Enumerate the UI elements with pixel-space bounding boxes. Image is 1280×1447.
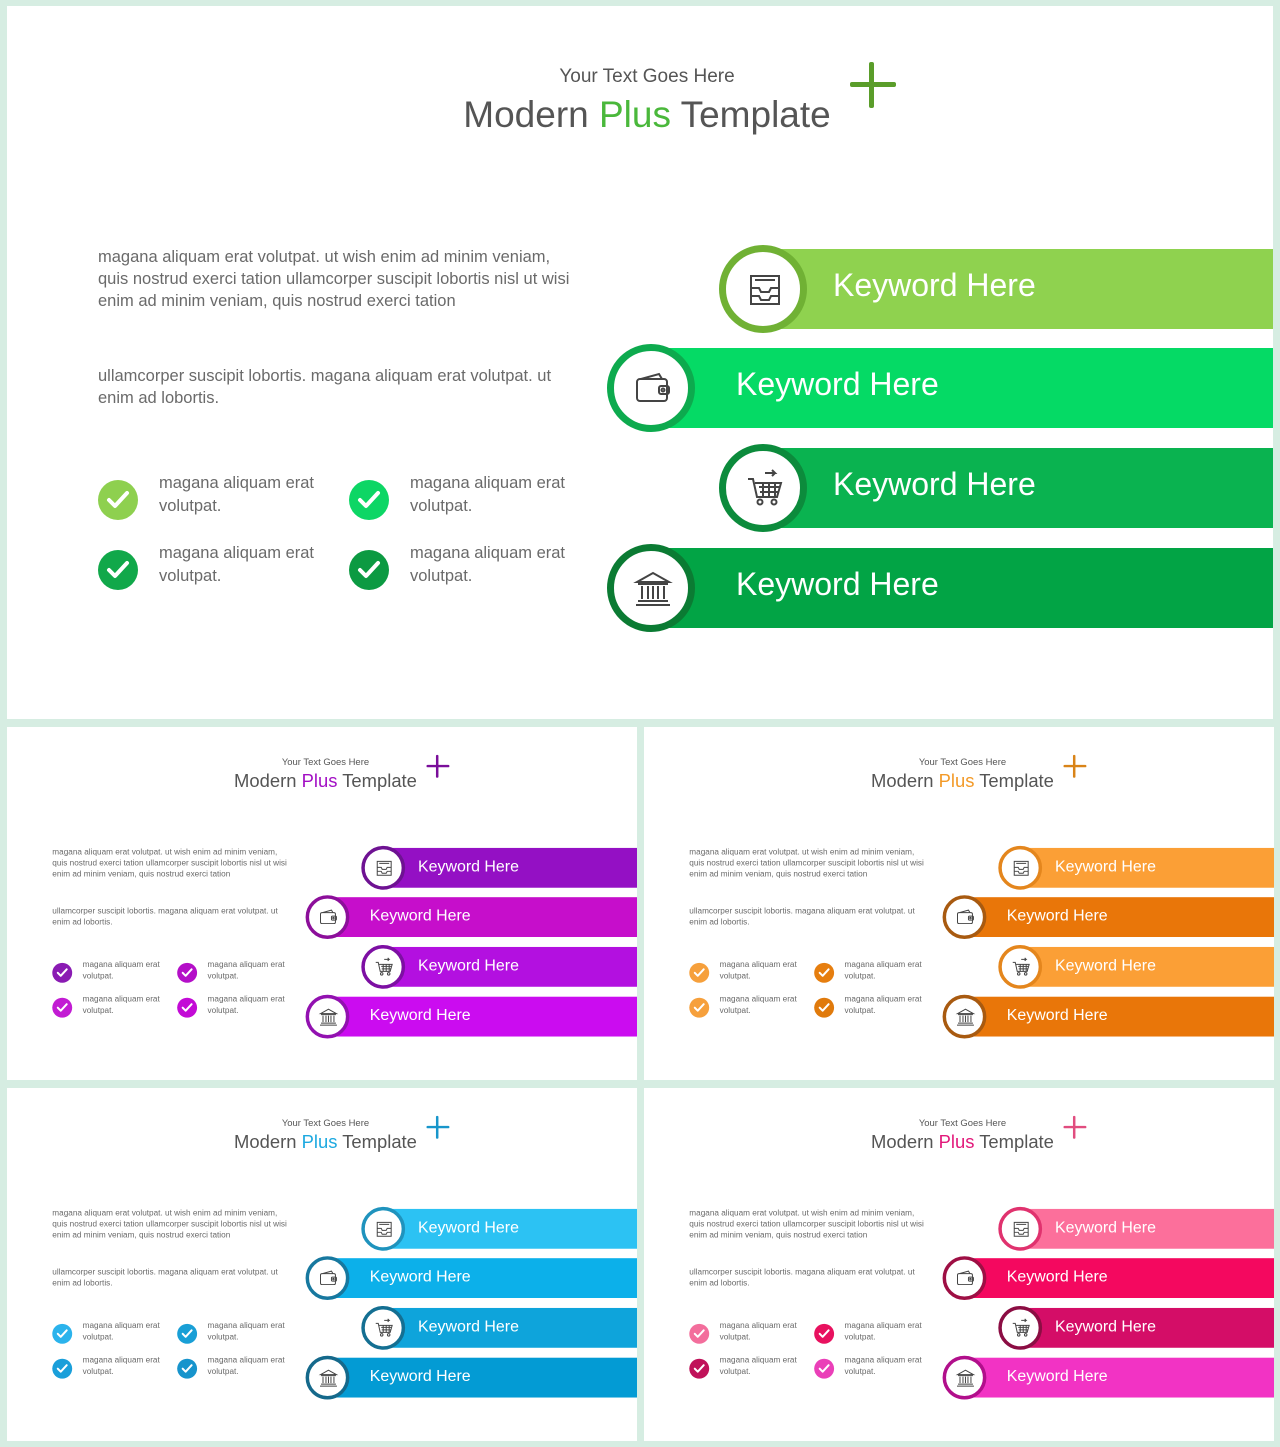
check-circle-icon	[98, 480, 138, 520]
check-circle-icon	[814, 1359, 834, 1379]
keyword-label: Keyword Here	[1006, 1267, 1108, 1286]
title-suffix: Template	[337, 770, 417, 792]
title-suffix: Template	[974, 770, 1054, 792]
keyword-label: Keyword Here	[1006, 1005, 1108, 1024]
title-prefix: Modern	[234, 1131, 302, 1153]
check-item-text: magana aliquam erat volutpat.	[844, 959, 922, 981]
slide-title	[7, 771, 637, 792]
title-prefix: Modern	[871, 770, 939, 792]
plus-icon	[1062, 754, 1087, 779]
body-paragraph: ullamcorper suscipit lobortis. magana aliquam erat volutpat. ut enim ad lobortis.	[52, 906, 278, 927]
bank-icon-badge	[943, 1356, 987, 1400]
plus-icon	[847, 60, 897, 110]
body-paragraph: magana aliquam erat volutpat. ut wish enim ad minim veniam, quis nostrud exerci tation ullamcorper suscipit lobortis nisl ut wisi enim ad minim veniam, quis nostrud exerci tation	[689, 1208, 924, 1240]
bank-icon-badge	[943, 995, 987, 1039]
check-item-text: magana aliquam erat volutpat.	[82, 1355, 160, 1377]
wallet-icon-badge	[306, 895, 350, 939]
wallet-icon-badge	[306, 1256, 350, 1300]
check-item-text: magana aliquam erat volutpat.	[159, 474, 315, 515]
keyword-label: Keyword Here	[369, 1005, 471, 1024]
shopping-cart-icon-badge	[998, 1306, 1042, 1350]
slide-title	[644, 771, 1274, 792]
title-prefix: Modern	[871, 1131, 939, 1153]
check-circle-icon	[177, 1324, 197, 1344]
wallet-icon-badge	[607, 344, 695, 432]
body-paragraph: magana aliquam erat volutpat. ut wish enim ad minim veniam, quis nostrud exerci tation ullamcorper suscipit lobortis nisl ut wisi enim ad minim veniam, quis nostrud exerci tation	[98, 248, 570, 310]
shopping-cart-icon-badge	[719, 444, 807, 532]
plus-icon	[425, 1115, 450, 1140]
bank-icon-badge	[306, 1356, 350, 1400]
body-paragraph: magana aliquam erat volutpat. ut wish enim ad minim veniam, quis nostrud exerci tation ullamcorper suscipit lobortis nisl ut wisi enim ad minim veniam, quis nostrud exerci tation	[52, 1208, 287, 1240]
check-circle-icon	[349, 550, 389, 590]
title-suffix: Template	[670, 94, 831, 135]
plus-icon	[1062, 1115, 1087, 1140]
check-circle-icon	[177, 963, 197, 983]
keyword-label: Keyword Here	[1055, 1217, 1156, 1236]
check-circle-icon	[689, 998, 709, 1018]
check-item-text: magana aliquam erat volutpat.	[207, 994, 285, 1016]
body-paragraph: magana aliquam erat volutpat. ut wish enim ad minim veniam, quis nostrud exerci tation ullamcorper suscipit lobortis nisl ut wisi enim ad minim veniam, quis nostrud exerci tation	[52, 847, 287, 879]
keyword-label: Keyword Here	[418, 856, 519, 875]
check-circle-icon	[689, 1359, 709, 1379]
check-circle-icon	[52, 963, 72, 983]
keyword-label: Keyword Here	[1055, 955, 1156, 974]
thumbnail-slide-2[interactable]	[644, 727, 1274, 1080]
thumbnail-slide-4[interactable]	[644, 1088, 1274, 1441]
title-accent-word: Plus	[599, 94, 671, 135]
title-suffix: Template	[974, 1131, 1054, 1153]
plus-icon	[425, 754, 450, 779]
keyword-label: Keyword Here	[369, 1366, 471, 1385]
slide-subtitle: Your Text Goes Here	[918, 1117, 1007, 1129]
keyword-label: Keyword Here	[1055, 1316, 1156, 1335]
check-circle-icon	[177, 998, 197, 1018]
body-paragraph: ullamcorper suscipit lobortis. magana aliquam erat volutpat. ut enim ad lobortis.	[52, 1267, 278, 1288]
slide-title	[7, 1132, 637, 1153]
check-item-text: magana aliquam erat volutpat.	[844, 1355, 922, 1377]
check-item-text: magana aliquam erat volutpat.	[410, 474, 566, 515]
keyword-label: Keyword Here	[369, 1267, 471, 1286]
title-accent-word: Plus	[301, 770, 338, 792]
check-item-text: magana aliquam erat volutpat.	[207, 1355, 285, 1377]
title-accent-word: Plus	[938, 1131, 975, 1153]
keyword-label: Keyword Here	[833, 466, 1036, 502]
check-circle-icon	[689, 963, 709, 983]
check-circle-icon	[349, 480, 389, 520]
shopping-cart-icon-badge	[361, 1306, 405, 1350]
check-item-text: magana aliquam erat volutpat.	[410, 544, 566, 585]
check-circle-icon	[98, 550, 138, 590]
slide-subtitle: Your Text Goes Here	[559, 66, 735, 87]
thumbnail-slide-1[interactable]	[7, 727, 637, 1080]
check-circle-icon	[814, 963, 834, 983]
keyword-label: Keyword Here	[369, 906, 471, 925]
slide-title	[7, 94, 1273, 136]
check-item-text: magana aliquam erat volutpat.	[207, 959, 285, 981]
check-circle-icon	[52, 998, 72, 1018]
check-circle-icon	[52, 1359, 72, 1379]
check-item-text: magana aliquam erat volutpat.	[159, 544, 315, 585]
check-item-text: magana aliquam erat volutpat.	[719, 994, 797, 1016]
check-item-text: magana aliquam erat volutpat.	[844, 1320, 922, 1342]
body-paragraph: ullamcorper suscipit lobortis. magana aliquam erat volutpat. ut enim ad lobortis.	[98, 367, 552, 407]
title-prefix: Modern	[463, 94, 599, 135]
keyword-label: Keyword Here	[736, 566, 939, 602]
check-item-text: magana aliquam erat volutpat.	[82, 994, 160, 1016]
thumbnail-slide-3[interactable]	[7, 1088, 637, 1441]
body-paragraph: ullamcorper suscipit lobortis. magana aliquam erat volutpat. ut enim ad lobortis.	[689, 906, 915, 927]
title-prefix: Modern	[234, 770, 302, 792]
check-circle-icon	[177, 1359, 197, 1379]
check-circle-icon	[52, 1324, 72, 1344]
inbox-tray-icon-badge	[719, 245, 807, 333]
keyword-label: Keyword Here	[833, 267, 1036, 303]
inbox-tray-icon-badge	[361, 846, 405, 890]
wallet-icon-badge	[943, 1256, 987, 1300]
title-accent-word: Plus	[938, 770, 975, 792]
shopping-cart-icon-badge	[998, 945, 1042, 989]
body-paragraph: magana aliquam erat volutpat. ut wish enim ad minim veniam, quis nostrud exerci tation ullamcorper suscipit lobortis nisl ut wisi enim ad minim veniam, quis nostrud exerci tation	[689, 847, 924, 879]
keyword-label: Keyword Here	[418, 1217, 519, 1236]
shopping-cart-icon-badge	[361, 945, 405, 989]
wallet-icon-badge	[943, 895, 987, 939]
inbox-tray-icon-badge	[361, 1207, 405, 1251]
check-circle-icon	[689, 1324, 709, 1344]
inbox-tray-icon-badge	[998, 846, 1042, 890]
keyword-label: Keyword Here	[418, 955, 519, 974]
check-item-text: magana aliquam erat volutpat.	[719, 1355, 797, 1377]
check-item-text: magana aliquam erat volutpat.	[719, 1320, 797, 1342]
keyword-label: Keyword Here	[1055, 856, 1156, 875]
keyword-label: Keyword Here	[736, 366, 939, 402]
check-item-text: magana aliquam erat volutpat.	[844, 994, 922, 1016]
keyword-label: Keyword Here	[1006, 906, 1108, 925]
title-suffix: Template	[337, 1131, 417, 1153]
check-item-text: magana aliquam erat volutpat.	[719, 959, 797, 981]
title-accent-word: Plus	[301, 1131, 338, 1153]
slide-title	[644, 1132, 1274, 1153]
inbox-tray-icon-badge	[998, 1207, 1042, 1251]
check-item-text: magana aliquam erat volutpat.	[82, 959, 160, 981]
main-slide	[7, 6, 1273, 719]
bank-icon-badge	[306, 995, 350, 1039]
slide-subtitle: Your Text Goes Here	[918, 756, 1007, 768]
check-item-text: magana aliquam erat volutpat.	[207, 1320, 285, 1342]
slide-subtitle: Your Text Goes Here	[281, 1117, 370, 1129]
keyword-label: Keyword Here	[1006, 1366, 1108, 1385]
check-circle-icon	[814, 998, 834, 1018]
check-item-text: magana aliquam erat volutpat.	[82, 1320, 160, 1342]
body-paragraph: ullamcorper suscipit lobortis. magana aliquam erat volutpat. ut enim ad lobortis.	[689, 1267, 915, 1288]
bank-icon-badge	[607, 544, 695, 632]
check-circle-icon	[814, 1324, 834, 1344]
keyword-label: Keyword Here	[418, 1316, 519, 1335]
slide-subtitle: Your Text Goes Here	[281, 756, 370, 768]
